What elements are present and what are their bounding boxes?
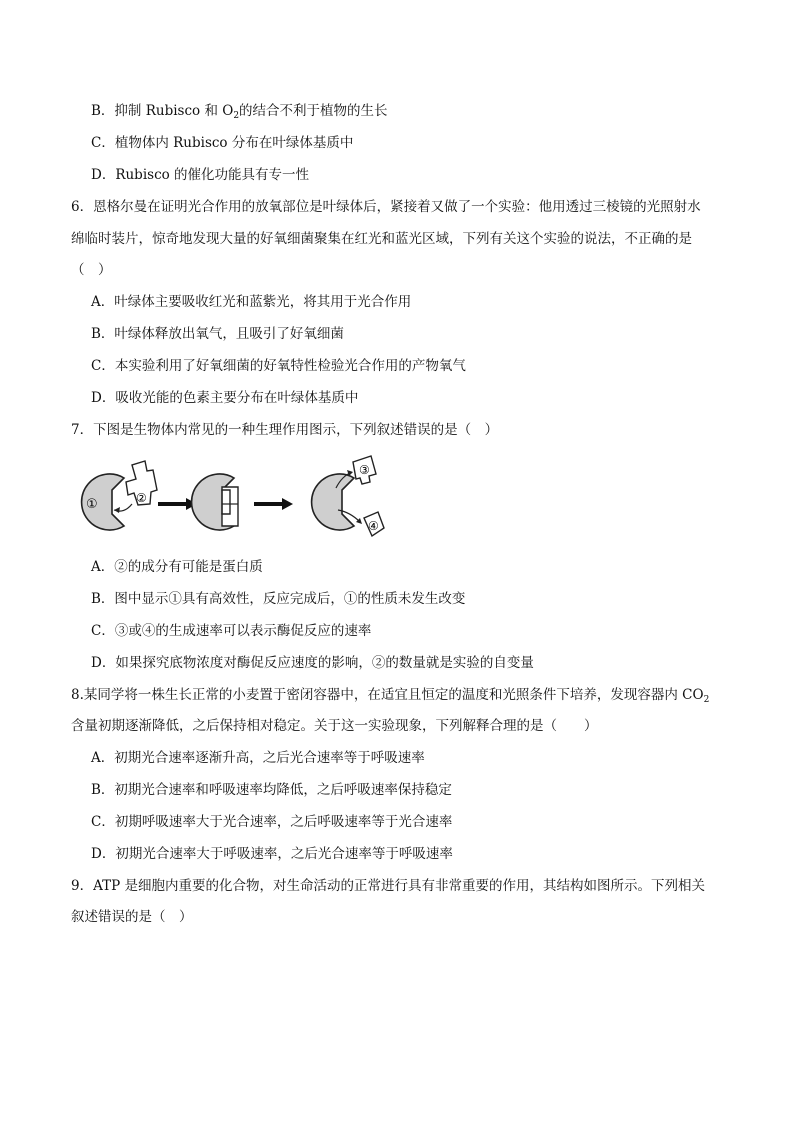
bound-substrate [222,487,238,526]
enzyme-label-1: ① [86,497,98,512]
q6-stem-line3: （ ） [71,262,112,278]
q8-option-b: B．初期光合速率和呼吸速率均降低，之后呼吸速率保持稳定 [91,782,452,798]
enzyme-shape-3 [312,474,354,530]
q7-option-a: A．②的成分有可能是蛋白质 [91,559,263,575]
q7-option-d: D．如果探究底物浓度对酶促反应速度的影响，②的数量就是实验的自变量 [91,655,534,671]
q5-option-d: D．Rubisco 的催化功能具有专一性 [91,167,310,183]
q5-option-b-subscript: 2 [233,111,240,121]
q8-option-a: A．初期光合速率逐渐升高，之后光合速率等于呼吸速率 [91,750,425,766]
q6-stem-line1: 6．恩格尔曼在证明光合作用的放氧部位是叶绿体后，紧接着又做了一个实验：他用透过三棱镜的光照射水 [71,199,701,215]
product-label-3: ③ [359,463,370,477]
q7-enzyme-diagram [66,452,396,552]
q8-stem-text: 8.某同学将一株生长正常的小麦置于密闭容器中，在适宜且恒定的温度和光照条件下培养，发现容器内 CO [71,687,704,703]
q6-option-c: C．本实验利用了好氧细菌的好氧特性检验光合作用的产物氧气 [91,358,466,374]
q7-option-c: C．③或④的生成速率可以表示酶促反应的速率 [91,623,372,639]
substrate-label-2: ② [136,491,147,505]
q8-stem-line2: 含量初期逐渐降低，之后保持相对稳定。关于这一实验现象，下列解释合理的是（ ） [71,718,598,734]
q6-stem-line2: 绵临时装片，惊奇地发现大量的好氧细菌聚集在红光和蓝光区域，下列有关这个实验的说法，不正确的是 [71,231,692,247]
q8-stem-line1 [71,685,709,710]
q5-option-b [91,101,388,126]
q6-option-b: B．叶绿体释放出氧气，且吸引了好氧细菌 [91,326,344,342]
product-label-4: ④ [368,519,379,533]
binding-arrowhead [114,507,120,513]
process-arrowhead-2 [282,498,293,510]
q5-option-b-text: B．抑制 Rubisco 和 O [91,103,234,119]
q6-option-a: A．叶绿体主要吸收红光和蓝紫光，将其用于光合作用 [91,294,412,310]
q5-option-c: C．植物体内 Rubisco 分布在叶绿体基质中 [91,135,354,151]
q8-stem-subscript: 2 [703,695,710,705]
q6-option-d: D．吸收光能的色素主要分布在叶绿体基质中 [91,390,359,406]
q5-option-b-text-end: 的结合不利于植物的生长 [239,103,388,119]
q9-stem-line1: 9．ATP 是细胞内重要的化合物，对生命活动的正常进行具有非常重要的作用，其结构如图所示。下列相关 [71,878,705,894]
q7-stem: 7．下图是生物体内常见的一种生理作用图示，下列叙述错误的是（ ） [71,422,499,438]
q8-option-d: D．初期光合速率大于呼吸速率，之后光合速率等于呼吸速率 [91,846,453,862]
q9-stem-line2: 叙述错误的是（ ） [71,909,193,925]
q7-option-b: B．图中显示①具有高效性，反应完成后，①的性质未发生改变 [91,591,466,607]
q8-option-c: C．初期呼吸速率大于光合速率，之后呼吸速率等于光合速率 [91,814,453,830]
